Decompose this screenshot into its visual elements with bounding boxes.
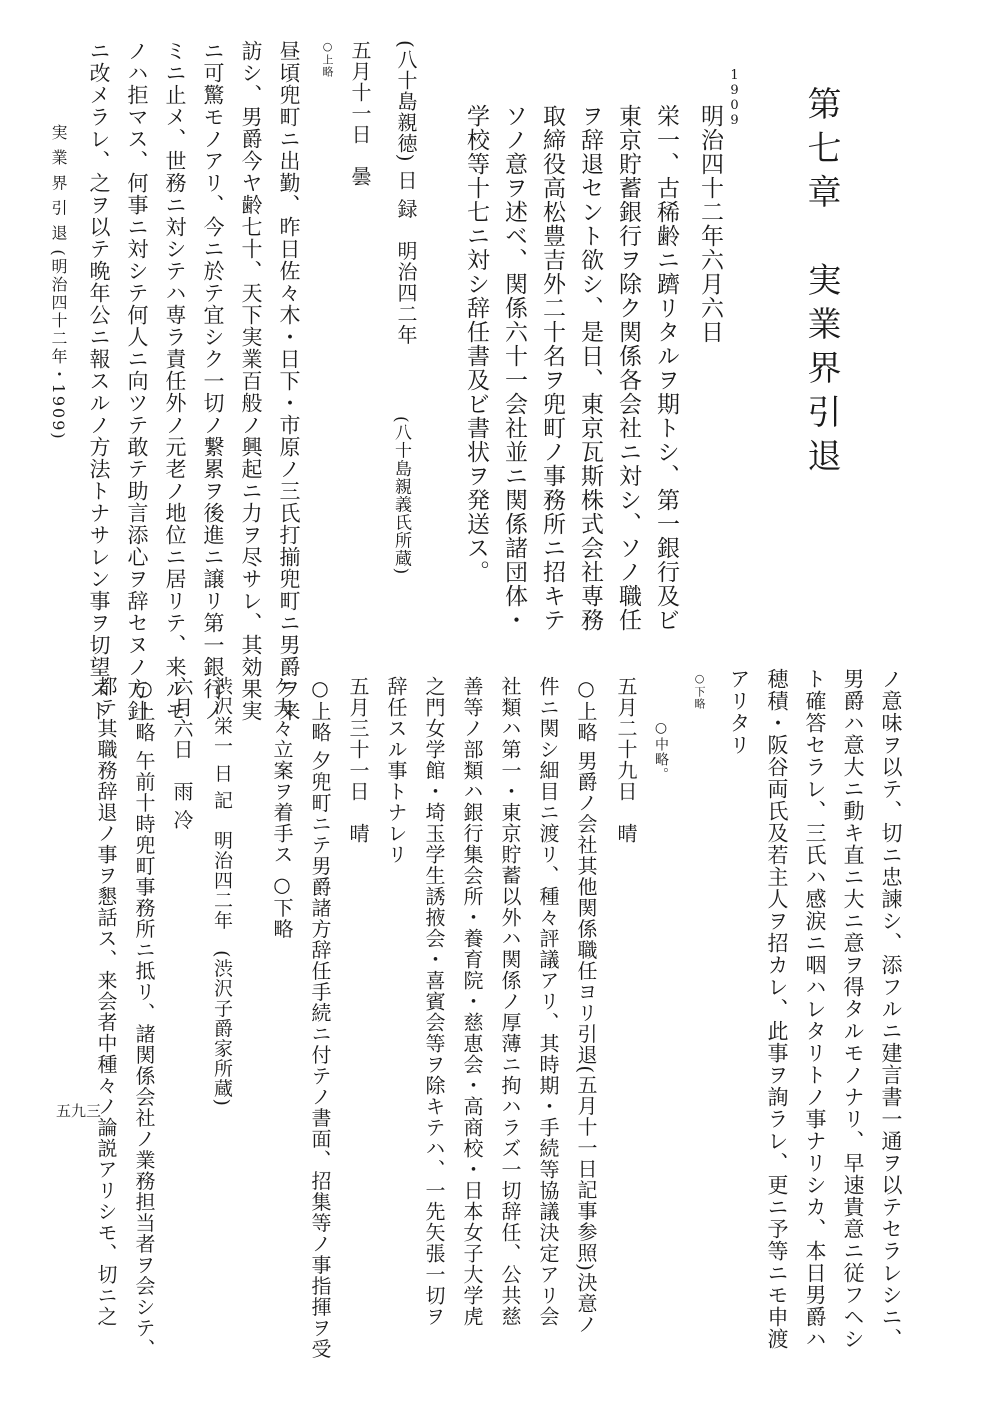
top-column-4: ヲ辞退セント欲シ、是日、東京瓦斯株式会社専務 [577, 104, 603, 632]
top-column-12: ノハ拒マス、何事ニ対シテ何人ニ向ツテ敢テ助言添心ヲ辞セヌノ方針 [125, 40, 149, 722]
bottom-column-omission-1: ○下略 [693, 672, 706, 710]
bottom-column-1: ノ意味ヲ以テ、切ニ忠諫シ、添フルニ建言書一通ヲ以テセラレシニ、 [879, 668, 903, 1350]
top-column-3: 東京貯蓄銀行ヲ除ク関係各会社ニ対シ、ソノ職任 [615, 104, 641, 632]
top-column-2: 栄一、古稀齢ニ躋リタルヲ期トシ、第一銀行及ビ [653, 104, 679, 632]
source-note-yasojima: (八十島親義氏所蔵) [391, 416, 411, 576]
bottom-column-12: ○上略 夕兜町ニテ男爵諸方辞任手続ニ付テノ書面、招集等ノ事指揮ヲ受 [308, 676, 332, 1360]
bottom-column-11: 辞任スル事トナレリ [384, 676, 408, 865]
top-column-6: ソノ意ヲ述ベ、関係六十一会社並ニ関係諸団体・ [501, 104, 527, 632]
bottom-column-2: 男爵ハ意大ニ動キ直ニ大ニ意ヲ得タルモノナリ、早速貴意ニ従フヘシ [841, 668, 865, 1350]
year-tag: 1909 [727, 68, 742, 128]
bottom-column-7: 件ニ関シ細目ニ渡リ、種々評議アリ、其時期・手続等協議決定アリ会 [536, 676, 560, 1327]
chapter-title: 第七章 実業界引退 [801, 86, 841, 482]
top-column-omission: ○上略 [321, 40, 334, 78]
bottom-column-4: 穂積・阪谷両氏及若主人ヲ招カレ、此事ヲ詢ラレ、更ニ予等ニモ申渡 [765, 668, 789, 1350]
page-number: 五九三 [56, 1102, 102, 1120]
source-title-nichiroku: (八十島親徳) 日 録 明治四二年 [394, 40, 418, 346]
top-column-date-may11: 五月十一日 曇 [348, 40, 372, 187]
top-column-8: 昼頃兜町ニ出勤、昨日佐々木・日下・市原ノ三氏打揃兜町ニ男爵ヲ来 [277, 40, 301, 722]
top-column-11: ミニ止メ、世務ニ対シテハ専ラ責任外ノ元老ノ地位ニ居リテ、来ルモ [163, 40, 187, 722]
top-column-9: 訪シ、男爵今ヤ齢七十、天下実業百般ノ興起ニ力ヲ尽サレ、其効果実 [239, 40, 263, 722]
bottom-column-date-jun6: 六月六日 雨 冷 [170, 676, 194, 831]
bottom-column-9: 善等ノ部類ハ銀行集会所・養育院・慈恵会・高商校・日本女子大学虎 [460, 676, 484, 1327]
top-column-10: ニ可驚モノアリ、今ニ於テ宜シク一切ノ繋累ヲ後進ニ譲リ第一銀行ノ [201, 40, 225, 722]
bottom-column-13: ケ夫々立案ヲ着手ス ○下略 [270, 676, 294, 940]
top-column-1: 明治四十二年六月六日 [697, 104, 723, 344]
top-column-5: 取締役高松豊吉外二十名ヲ兜町ノ事務所ニ招キテ [539, 104, 565, 632]
bottom-column-10: 之門女学館・埼玉学生誘掖会・喜賓会等ヲ除キテハ、一先矢張一切ヲ [422, 676, 446, 1327]
bottom-column-5: アリタリ [727, 668, 751, 756]
bottom-column-15: 都テ其職務辞退ノ事ヲ懇話ス、来会者中種々ノ論説アリシモ、切ニ之 [94, 676, 118, 1327]
bottom-column-date-may29: 五月二十九日 晴 [614, 676, 638, 844]
bottom-column-8: 社類ハ第一・東京貯蓄以外ハ関係ノ厚薄ニ拘ハラズ一切辞任、公共慈 [498, 676, 522, 1327]
bottom-column-date-may31: 五月三十一日 晴 [346, 676, 370, 844]
bottom-column-omission-2: ○中略。 [653, 720, 669, 782]
top-column-7: 学校等十七ニ対シ辞任書及ビ書状ヲ発送ス。 [463, 104, 489, 584]
bottom-column-3: ト確答セラレ、三氏ハ感涙ニ咽ハレタリトノ事ナリシカ、本日男爵ハ [803, 668, 827, 1350]
running-header: 実 業 界 引 退 (明治四十二年・1909) [49, 124, 68, 441]
bottom-column-14: ○上略 午前十時兜町事務所ニ抵リ、諸関係会社ノ業務担当者ヲ会シテ、 [132, 676, 156, 1360]
bottom-column-6: ○上略 男爵ノ会社其他関係職任ヨリ引退(五月十一日記事参照)決意ノ [574, 676, 598, 1335]
top-column-13: ニ改メラレ、之ヲ以テ晩年公ニ報スルノ方法トナサレン事ヲ切望スト [87, 40, 111, 722]
bottom-column-source-diary: 渋沢栄一 日 記 明治四二年 (渋沢子爵家所蔵) [211, 676, 233, 1107]
